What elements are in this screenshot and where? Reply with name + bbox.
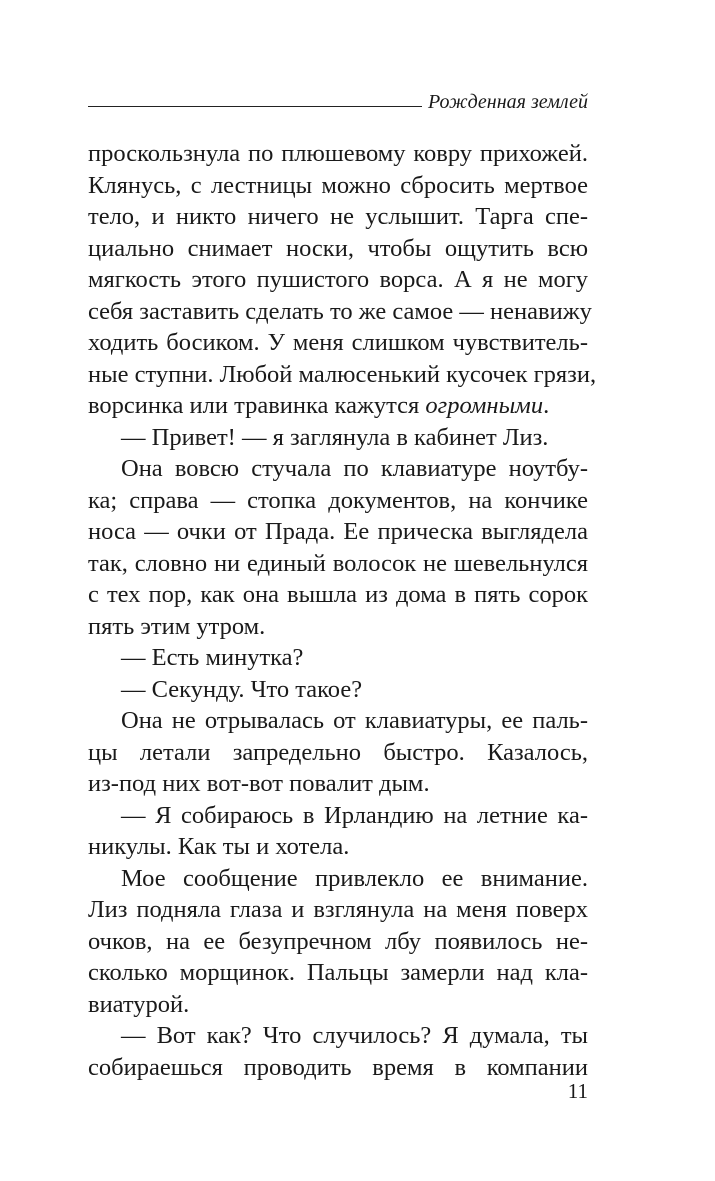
text-line: цы летали запредельно быстро. Казалось,	[88, 738, 588, 766]
text-line: ка; справа — стопка документов, на кончике	[88, 486, 588, 514]
text-line: — Вот как? Что случилось? Я думала, ты	[121, 1022, 588, 1049]
text-line: Мое сообщение привлекло ее внимание.	[121, 864, 588, 892]
text-line: из-под них вот-вот повалит дым.	[88, 770, 430, 797]
book-title: Рожденная землей	[427, 91, 588, 113]
text-line: так, словно ни единый волосок не шевельнулся	[88, 549, 588, 577]
text-line: — Я собираюсь в Ирландию на летние ка-	[121, 801, 588, 829]
text-line: Она вовсю стучала по клавиатуре ноутбу-	[121, 455, 588, 482]
text-line: с тех пор, как она вышла из дома в пять сорок	[88, 581, 588, 608]
text-line: мягкость этого пушистого ворса. А я не могу	[88, 266, 588, 293]
text-line: сколько морщинок. Пальцы замерли над кла-	[88, 959, 588, 986]
body-text	[88, 138, 597, 1083]
text-line: носа — очки от Прада. Ее прическа выглядела	[88, 518, 588, 545]
running-header	[88, 88, 588, 118]
text-line: ные ступни. Любой малюсенький кусочек грязи,	[88, 360, 597, 388]
text-line: виатурой.	[88, 990, 190, 1018]
text-line: пять этим утром.	[88, 612, 266, 640]
text-line: Лиз подняла глаза и взглянула на меня поверх	[88, 896, 588, 923]
text-line: Клянусь, с лестницы можно сбросить мертвое	[88, 171, 588, 199]
text-line: никулы. Как ты и хотела.	[88, 833, 350, 860]
text-run: ворсинка или травинка кажутся	[88, 392, 426, 419]
text-line: себя заставить сделать то же самое — ненавижу	[88, 297, 592, 325]
text-line: проскользнула по плюшевому ковру прихожей.	[88, 140, 588, 167]
header-rule	[88, 106, 422, 107]
text-line: очков, на ее безупречном лбу появилось не-	[88, 927, 588, 955]
text-line	[88, 390, 588, 422]
text-line: — Есть минутка?	[121, 644, 304, 671]
emphasis-text: огромными	[425, 392, 544, 419]
text-line: — Привет! — я заглянула в кабинет Лиз.	[121, 423, 549, 451]
text-line: тело, и никто ничего не услышит. Тарга спе-	[88, 203, 588, 230]
text-line: ходить босиком. У меня слишком чувствитель-	[88, 329, 588, 356]
text-line: — Секунду. Что такое?	[121, 675, 363, 703]
text-line: циально снимает носки, чтобы ощутить всю	[88, 234, 588, 262]
text-line: Она не отрывалась от клавиатуры, ее паль-	[121, 707, 588, 734]
text-line: собираешься проводить время в компании	[88, 1053, 588, 1081]
text-run: .	[543, 392, 550, 419]
page-number: 11	[567, 1079, 588, 1103]
